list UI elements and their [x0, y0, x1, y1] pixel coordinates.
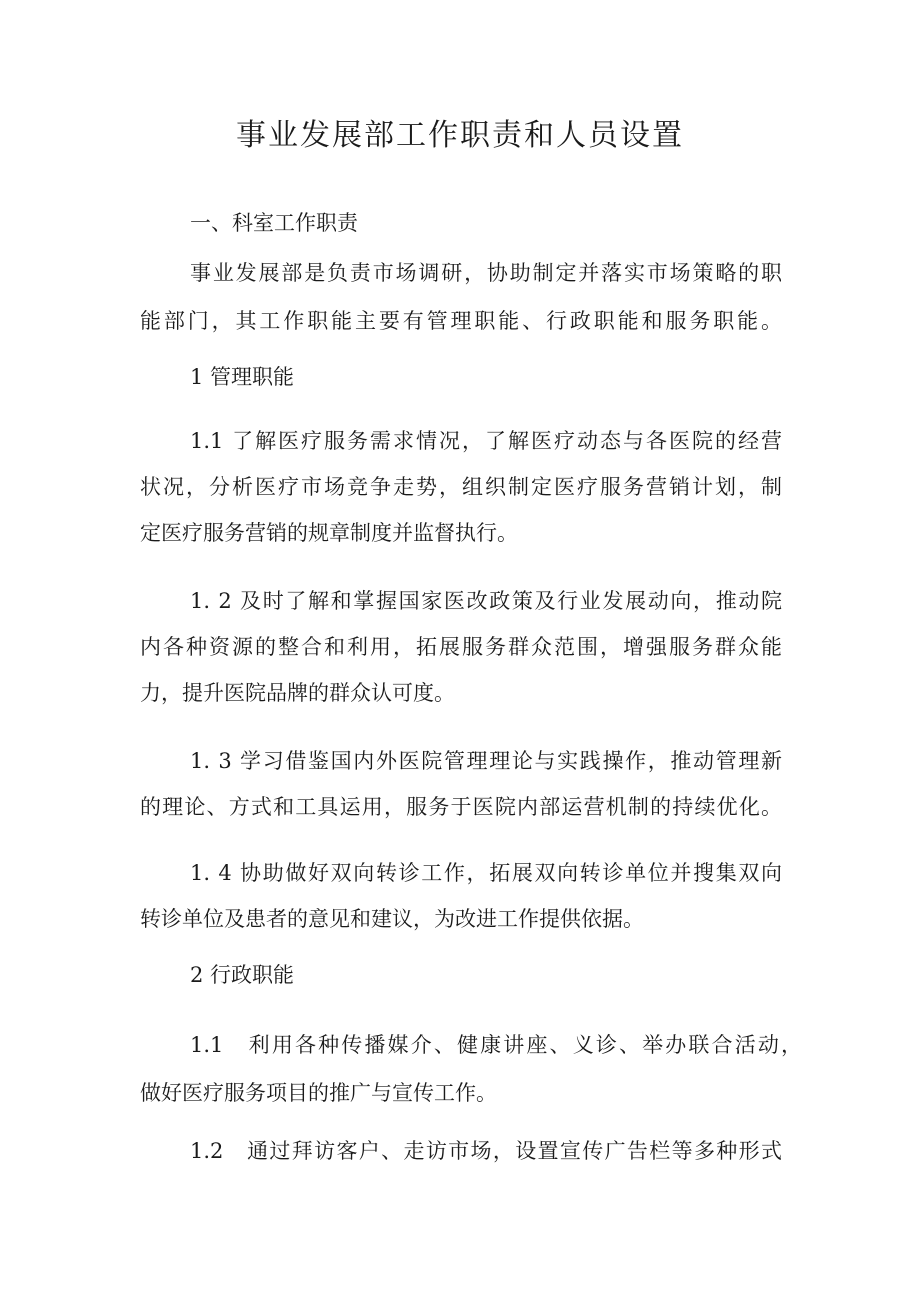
heading-management: 1 管理职能 [190, 365, 295, 389]
p12-line-2: 内各种资源的整合和利用，拓展服务群众范围，增强服务群众能 [140, 635, 782, 659]
heading-administration: 2 行政职能 [190, 963, 295, 987]
p12-line-3: 力，提升医院品牌的群众认可度。 [140, 681, 455, 705]
document-title: 事业发展部工作职责和人员设置 [236, 118, 684, 153]
a11-line-1: 1.1 利用各种传播媒介、健康讲座、义诊、举办联合活动， [190, 1033, 802, 1057]
intro-line-2: 能部门，其工作职能主要有管理职能、行政职能和服务职能。 [140, 309, 782, 333]
p13-line-2: 的理论、方式和工具运用，服务于医院内部运营机制的持续优化。 [140, 795, 782, 819]
p11-line-3: 定医疗服务营销的规章制度并监督执行。 [140, 521, 518, 545]
a11-line-2: 做好医疗服务项目的推广与宣传工作。 [140, 1081, 497, 1105]
p11-line-2: 状况，分析医疗市场竞争走势，组织制定医疗服务营销计划，制 [140, 475, 782, 499]
p13-line-1: 1. 3 学习借鉴国内外医院管理理论与实践操作，推动管理新 [190, 749, 782, 773]
p12-line-1: 1. 2 及时了解和掌握国家医改政策及行业发展动向，推动院 [190, 589, 782, 613]
section-heading-duties: 一、科室工作职责 [190, 211, 358, 235]
intro-line-1: 事业发展部是负责市场调研，协助制定并落实市场策略的职 [190, 261, 782, 285]
a12-line-1: 1.2 通过拜访客户、走访市场，设置宣传广告栏等多种形式 [190, 1139, 782, 1163]
p14-line-2: 转诊单位及患者的意见和建议，为改进工作提供依据。 [140, 907, 644, 931]
p14-line-1: 1. 4 协助做好双向转诊工作，拓展双向转诊单位并搜集双向 [190, 861, 782, 885]
p11-line-1: 1.1 了解医疗服务需求情况，了解医疗动态与各医院的经营 [190, 429, 782, 453]
